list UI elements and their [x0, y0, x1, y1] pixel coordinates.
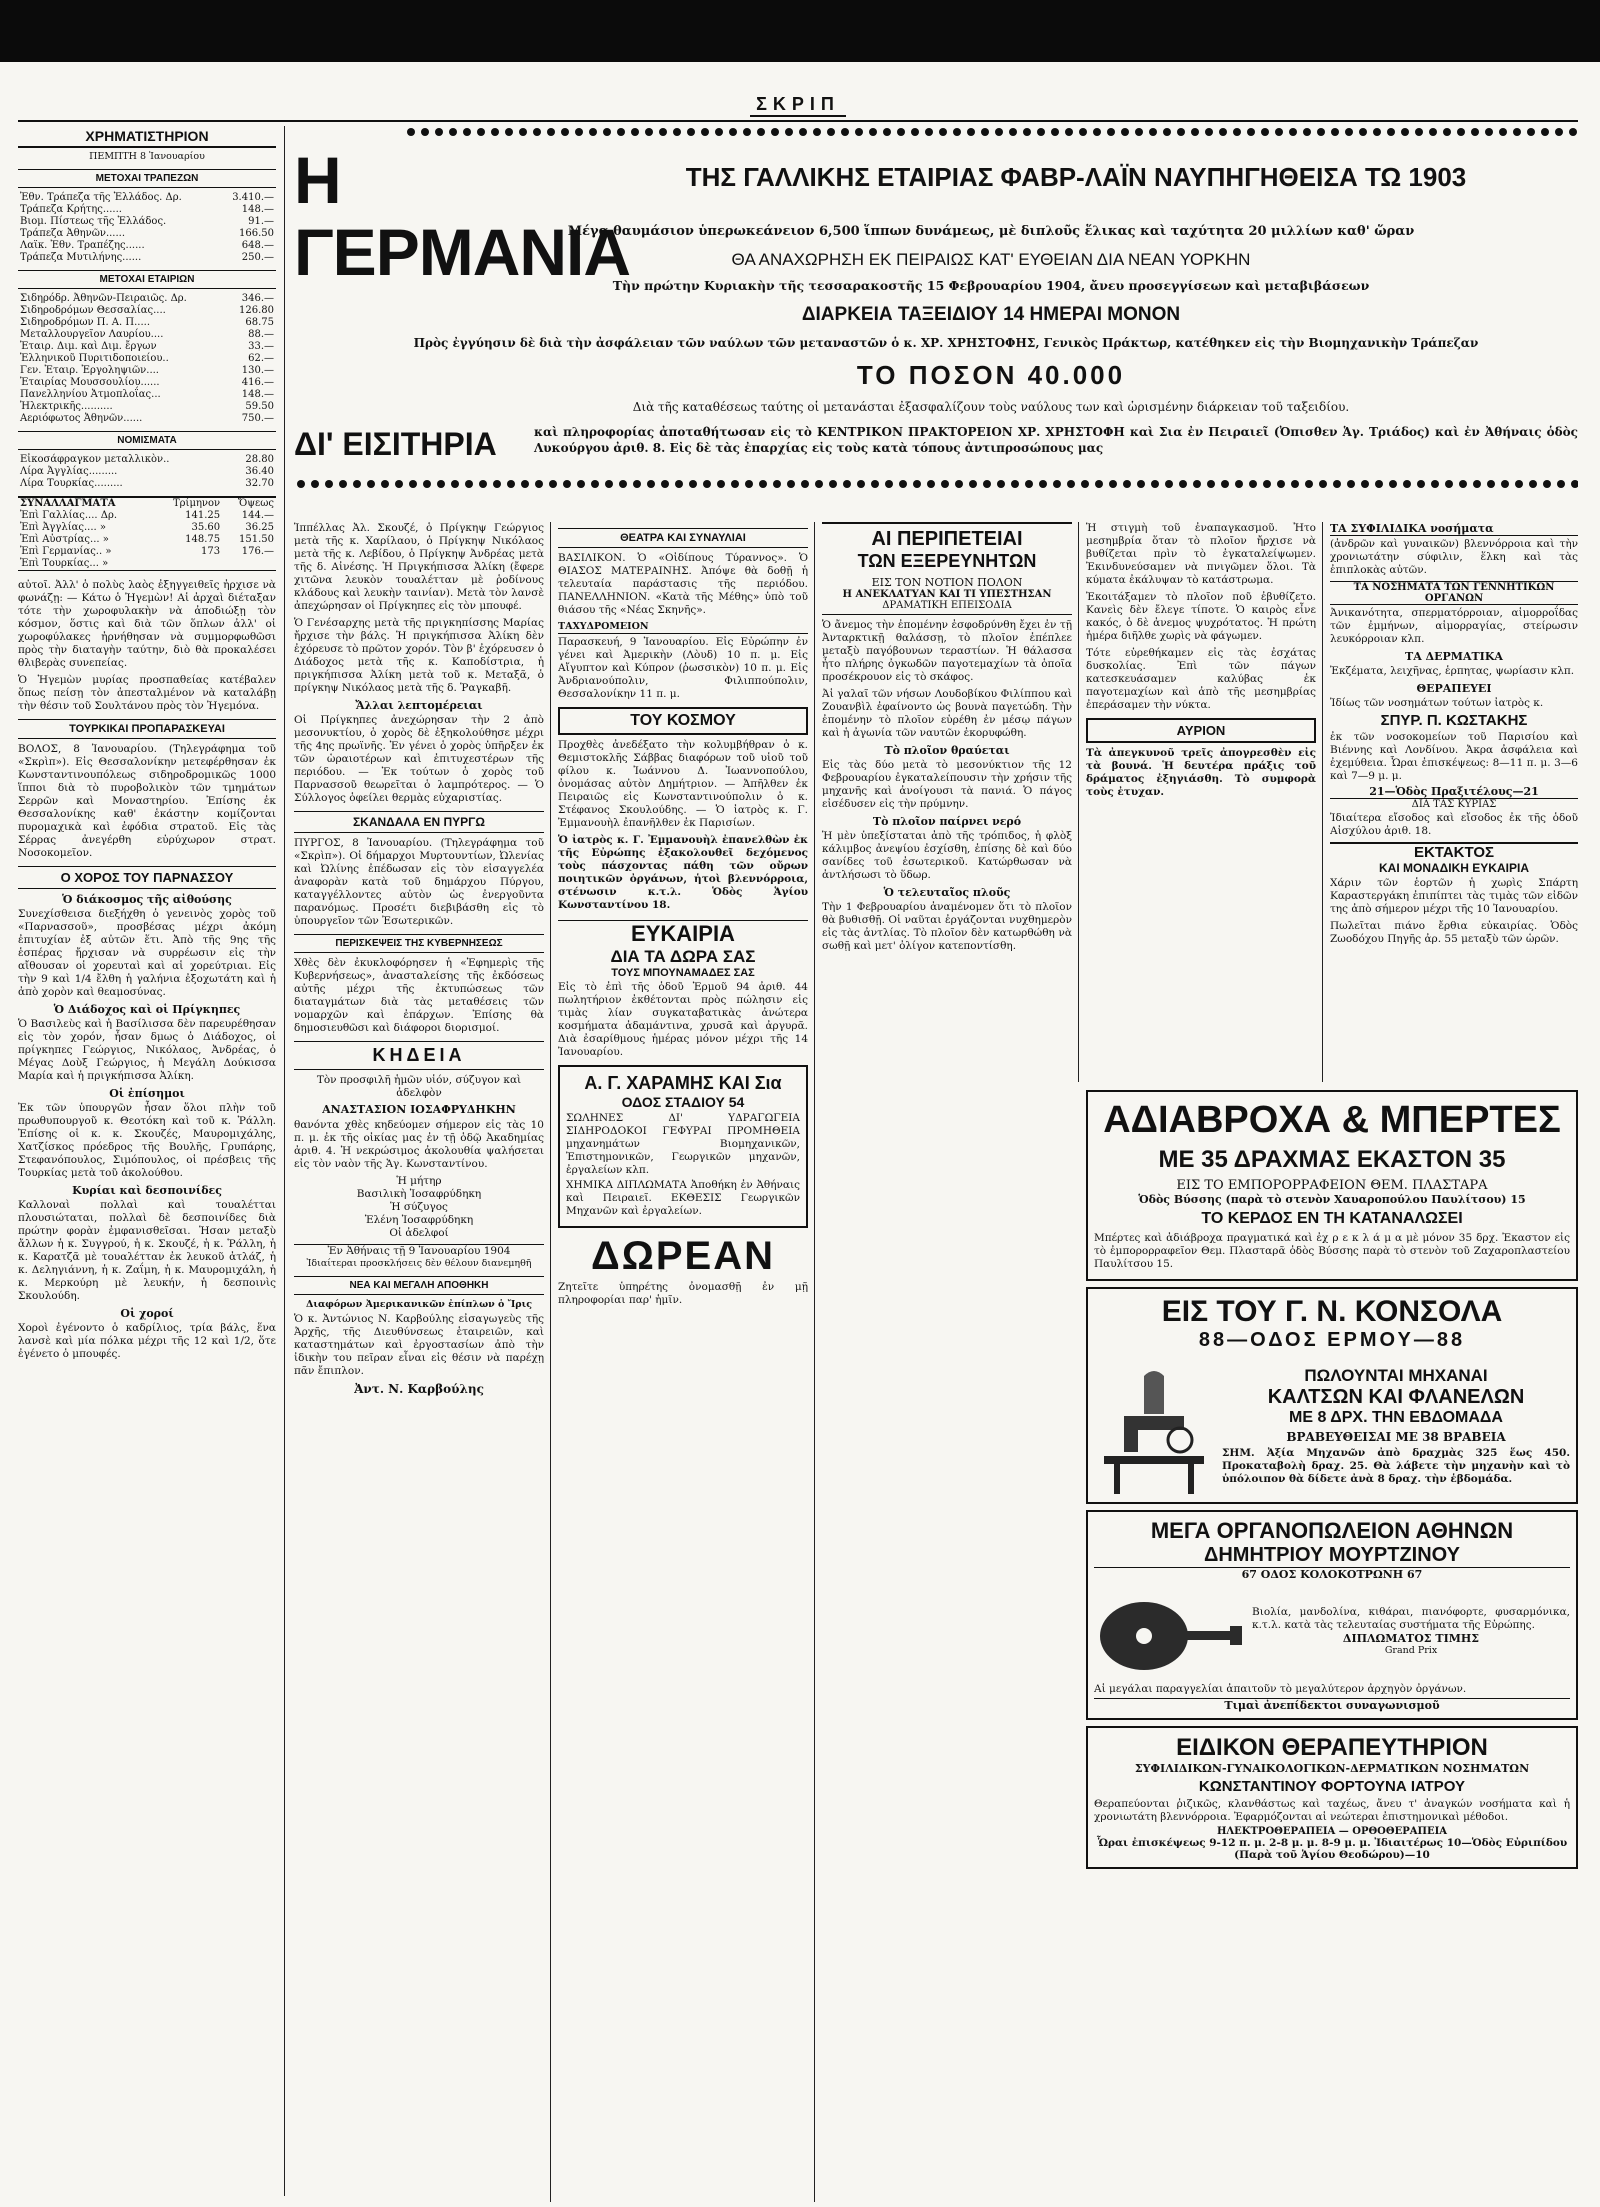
- fx-header-quarter: Τρίμηνον: [172, 498, 221, 509]
- funeral-sign-4: Ἑλένη Ἰοσαφρύδηκη: [364, 1214, 474, 1226]
- col2-sign-store: Ἀντ. Ν. Καρβούλης: [354, 1382, 484, 1396]
- fx-row-s: [222, 558, 276, 571]
- banner-line2: ΘΑ ΑΝΑΧΩΡΗΣΗ ΕΚ ΠΕΙΡΑΙΩΣ ΚΑΤ' ΕΥΘΕΙΑΝ ΔΙΑ ΝΕΑΝ ΥΟΡΚΗΝ: [731, 250, 1251, 269]
- piano-text: Πωλεῖται πιάνο ἔρθια εὐκαιρίας. Ὁδὸς Ζωοδόχου Πηγῆς ἀρ. 55 μεταξὺ τῶν ὡρῶν.: [1330, 920, 1578, 945]
- company-row-name: Πανελληνίου Ἀτμοπλοΐας...: [20, 389, 161, 400]
- bank-row-value: 648.—: [241, 240, 274, 251]
- company-row-value: 88.—: [248, 329, 274, 340]
- col2-text-government: Χθὲς δὲν ἐκυκλοφόρησεν ἡ «Ἐφημερὶς τῆς Κυβερνήσεως», ἀνασταλείσης τῆς ἐκδόσεως αὐτῆς μέχρι τῆς ἐκτυπώσεως τῶν διαταγμάτων διὰ τὰς μεταθέσεις τῶν νομαρχῶν καὶ ἐπάρχων. Ἐπίσης θὰ δημοσιευθῶσι καὶ διάφοροι διορισμοί.: [294, 957, 544, 1034]
- funeral-signatures: [294, 1175, 544, 1240]
- exchange-date: ΠΕΜΠΤΗ 8 Ἰανουαρίου: [89, 151, 205, 162]
- fx-row-q: 35.60: [191, 522, 221, 533]
- skin-title: ΤΑ ΔΕΡΜΑΤΙΚΑ: [1405, 650, 1503, 663]
- column-2: [294, 522, 544, 2202]
- col5-text3: Τότε εὑρεθήκαμεν εἰς τὰς ἐσχάτας δυσκολίας. Ἐπὶ τῶν πάγων κατεσκευάσαμεν καλύβας ἐκ παγοτεμαχίων καὶ ἀπὸ τῆς μεσημβρίας ἐπεράσαμεν τὴν νύκτα.: [1086, 647, 1316, 711]
- doctor-name: ΣΠΥΡ. Π. ΚΩΣΤΑΚΗΣ: [1380, 712, 1528, 729]
- column-divider: [1078, 522, 1079, 1082]
- charamis-ad: [558, 1065, 808, 1228]
- company-row-value: 416.—: [241, 377, 274, 388]
- organ-ad: [1086, 1510, 1578, 1720]
- genital-title: ΤΑ ΝΟΣΗΜΑΤΑ ΤΩΝ ΓΕΝΝΗΤΙΚΩΝ ΟΡΓΑΝΩΝ: [1330, 581, 1578, 605]
- ladies-text: Ἰδιαίτερα εἴσοδος καὶ εἴσοδος ἐκ τῆς ὁδοῦ Αἰσχύλου ἀριθ. 18.: [1330, 812, 1578, 837]
- company-row-name: Σιδηροδρόμων Π. Α. Π.....: [20, 317, 151, 328]
- col2-sub-details: Ἄλλαι λεπτομέρειαι: [355, 699, 483, 712]
- funeral-text: θανόντα χθὲς κηδεύομεν σήμερον εἰς τὰς 10 π. μ. ἐκ τῆς οἰκίας μας ἐν τῇ ὁδῷ Ἀκαδημίας ἀριθ. 4. Ἡ νεκρώσιμος ἀκολουθία ψαλήσεται εἰς τὸν ναὸν τῆς Ἁγ. Κωνσταντίνου.: [294, 1119, 544, 1170]
- explorers-title: ΑΙ ΠΕΡΙΠΕΤΕΙΑΙ: [822, 522, 1072, 551]
- theatres-text: ΒΑΣΙΛΙΚΟΝ. Ὁ «Οἰδίπους Τύραννος». Ὁ ΘΙΑΣΟΣ ΜΑΤΕΡΑΙΝΗΣ. Ἀπόψε θὰ δοθῇ ἡ τελευταία παράστασις τῆς περιόδου. ΠΑΝΕΛΛΗΝΙΟΝ. «Κατὰ τῆς Μέθης» ὑπὸ τοῦ θιάσου τῆς «Νέας Σκηνῆς».: [558, 552, 808, 616]
- organ-text2: Αἱ μεγάλαι παραγγελίαι ἀπαιτοῦν τὸ μεγαλύτερον ἀρχηγὸν ὀργάνων.: [1094, 1683, 1467, 1695]
- company-row-name: Ἠλεκτρικῆς..........: [20, 401, 113, 412]
- funeral-sign-1: Ἡ μήτηρ: [396, 1175, 442, 1187]
- company-row: [18, 401, 276, 413]
- raincoats-price: ΜΕ 35 ΔΡΑΧΜΑΣ ΕΚΑΣΤΟΝ 35: [1158, 1146, 1506, 1173]
- charamis-title: Α. Γ. ΧΑΡΑΜΗΣ ΚΑΙ Σια: [584, 1073, 782, 1093]
- konsola-items: ΚΑΛΤΣΩΝ ΚΑΙ ΦΛΑΝΕΛΩΝ: [1267, 1386, 1525, 1408]
- column-exchange: [18, 126, 276, 2196]
- funeral-intro: Τὸν προσφιλῆ ἡμῶν υἱόν, σύζυγον καὶ ἀδελφὸν: [316, 1074, 522, 1099]
- opportunity-title: ΕΥΚΑΙΡΙΑ: [558, 920, 808, 947]
- explorers-text1: Ὁ ἄνεμος τὴν ἐπομένην ἐσφοδρύνθη ἔχει ἐν τῇ Ἀνταρκτικῇ θαλάσσῃ, τὸ πλοῖον ἐπέπλεε μεταξὺ παγόβουνων τεραστίων. Ἡ θάλασσα ἦτο πλήρης ὀγκωδῶν παγοτεμαχίων τὰ ὁποῖα προσέκρουον εἰς τὸ σκάφος.: [822, 619, 1072, 683]
- col1-intro: αὐτοῖ. Ἀλλ' ὁ πολὺς λαὸς ἐξηγγειθεῖς ἠρχισε νὰ φωνάζῃ: — Κάτω ὁ Ἠγεμὼν! Αἱ ἀρχαὶ διέταξαν τότε τὴν χωροφυλακὴν νὰ ἀποδιώξῃ τὸν κόσμον, ὅστις καὶ διὰ τῶν ὅπλων ἀλλ' οἱ χωροφύλακες ἠρνήθησαν νὰ συμμορφωθῶσι πρὸς τὴν διαταγὴν ταύτην, διὸ θὰ προκαλέσει θλιβερὰς συνεπείας.: [18, 579, 276, 669]
- company-row-value: 126.80: [239, 305, 274, 316]
- col1-text-princes: Ὁ Βασιλεὺς καὶ ἡ Βασίλισσα δὲν παρευρέθησαν εἰς τὸν χορόν, ἦσαν δμως ὁ Διάδοχος, οἱ πρίγκηπες Γεώργιος, Νικόλαος, Ἀνδρέας, ὁ Μέγας Δοὺξ Γεώργιος, ἡ Μεγάλη Δούκισσα Μαρία καὶ ἡ πριγκήπισσα Ἀλίκη.: [18, 1018, 276, 1082]
- konsola-sell: ΠΩΛΟΥΝΤΑΙ ΜΗΧΑΝΑΙ: [1304, 1366, 1488, 1385]
- column-6: [1330, 522, 1578, 1082]
- organ-award: ΔΙΠΛΩΜΑΤΟΣ ΤΙΜΗΣ: [1342, 1631, 1480, 1645]
- fx-row-s: 144.—: [241, 510, 274, 521]
- ornament-border: [404, 126, 1578, 138]
- extraordinary-text: Χάριν τῶν ἑορτῶν ἡ χωρὶς Σπάρτη Καραστεργάκη ἐπιπίπτει τὰς τιμὰς τῶν εἰδῶν της ἀπὸ σήμερον μέχρι τῆς 10 Ἰανουαρίου.: [1330, 877, 1578, 915]
- fx-header-name: ΣΥΝΑΛΛΑΓΜΑΤΑ: [20, 498, 116, 509]
- companies-table: [18, 293, 276, 425]
- konsola-terms: ΜΕ 8 ΔΡΧ. ΤΗΝ ΕΒΔΟΜΑΔΑ: [1289, 1409, 1503, 1426]
- heals-title: ΘΕΡΑΠΕΥΕΙ: [1416, 682, 1492, 695]
- col1-text-officials: Ἐκ τῶν ὑπουργῶν ἦσαν ὅλοι πλὴν τοῦ πρωθυπουργοῦ κ. Θεοτόκη καὶ τοῦ κ. Ῥάλλη. Ἐπίσης οἱ κ. κ. Σκουζές, Μαυρομιχάλης, Χατζίσκος πρόεδρος τῆς Βουλῆς, Γρυπάρης, Στεφανόπουλος, Σιμόπουλος, οἱ πρέσβεις τῆς Τουρκίας μετὰ τοῦ ἀκολούθου.: [18, 1102, 276, 1179]
- masthead: [18, 94, 1578, 117]
- col1-sub-dances: Οἱ χοροί: [120, 1307, 174, 1320]
- company-row-value: 59.50: [245, 401, 274, 412]
- coin-row-name: Λίρα Ἀγγλίας.........: [20, 466, 118, 477]
- banner-title: Η ΓΕΡΜΑΝΙΑ: [294, 143, 631, 289]
- company-row-name: Γεν. Ἐταιρ. Ἐργοληψιῶν....: [20, 365, 159, 376]
- fx-header-sight: Ὄψεως: [237, 498, 274, 509]
- funeral-sign-5: Οἱ ἀδελφοί: [389, 1227, 449, 1239]
- clinic-text: Θεραπεύονται ῥιζικῶς, κλανθάστως καὶ ταχέως, ἄνευ τ' ἀναγκών νοσήματα καὶ ἡ χρονιωτάτη βλεννόρροια. Ἐφαρμόζονται αἱ νεώτεραι ἐπιστημονικαὶ μέθοδοι.: [1094, 1798, 1570, 1823]
- column-4: [822, 522, 1072, 2202]
- col1-head-turkish: ΤΟΥΡΚΙΚΑΙ ΠΡΟΠΑΡΑΣΚΕΥΑΙ: [18, 719, 276, 739]
- column-5: [1086, 522, 1316, 1082]
- extraordinary-title: ΕΚΤΑΚΤΟΣ: [1330, 842, 1578, 861]
- coin-row-value: 32.70: [245, 478, 274, 489]
- bank-row: [18, 240, 276, 252]
- post-title: ΤΑΧΥΔΡΟΜΕΙΟΝ: [558, 621, 808, 634]
- society-title: ΤΟΥ ΚΟΣΜΟΥ: [558, 707, 808, 735]
- charamis-text: ΣΩΛΗΝΕΣ ΔΙ' ΥΔΡΑΓΩΓΕΙΑ ΣΙΔΗΡΟΔΟΚΟΙ ΓΕΦΥΡΑΙ ΠΡΟΜΗΘΕΙΑ μηχανημάτων Βιομηχανικῶν, Ἐπιστημονικῶν, Γεωργικῶν μηχανῶν, ἐργαλείων κλπ.: [566, 1112, 800, 1176]
- fx-row: [18, 522, 276, 534]
- explorers-sub-ship: Τὸ πλοῖον θραύεται: [884, 744, 1010, 757]
- company-row-name: Ἐταιρ. Διμ. καὶ Διμ. ἔργων: [20, 341, 157, 352]
- col5-text1: Ἡ στιγμὴ τοῦ ἐναπαγκασμοῦ. Ἦτο μεσημβρία ὅταν τὸ πλοῖον ἤρχισε νὰ βυθίζεται πρὶν τὸ ἐγκαταλείψωμεν. Ἐκινδυνεύσαμεν νὰ πνιγῶμεν ὅλοι. Τὰ κύματα ἐκάλυψαν τὸ κατάστρωμα.: [1086, 522, 1316, 586]
- konsola-awards: ΒΡΑΒΕΥΘΕΙΣΑΙ ΜΕ 38 ΒΡΑΒΕΙΑ: [1286, 1430, 1506, 1444]
- company-row-name: Μεταλλουργεῖον Λαυρίου....: [20, 329, 164, 340]
- extraordinary-sub: ΚΑΙ ΜΟΝΑΔΙΚΗ ΕΥΚΑΙΡΙΑ: [1379, 861, 1529, 875]
- fx-table: [18, 496, 276, 571]
- bank-row-value: 250.—: [241, 252, 274, 263]
- company-row-value: 33.—: [248, 341, 274, 352]
- raincoats-store: ΕΙΣ ΤΟ ΕΜΠΟΡΟΡΡΑΦΕΙΟΝ ΘΕΜ. ΠΛΑΣΤΑΡΑ: [1176, 1178, 1488, 1193]
- explorers-text2: Ἀἱ γαλαῖ τῶν νήσων Λουδοβίκου Φιλίππου καὶ Ζουανβὶλ ἐφαίνοντο ὡς βουνὰ παγετώδη. Τὴν ἐπομένην τὸ πλοῖον εὑρέθη ἐν μέσῳ πάγων καὶ ἡ ἀγωνία τῶν ναυτῶν ἐκορυφώθη.: [822, 688, 1072, 739]
- fx-row-name: Ἐπὶ Γερμανίας.. »: [20, 546, 112, 557]
- bank-row-value: 148.—: [241, 204, 274, 215]
- company-row-name: Σιδηροδρόμων Θεσσαλίας....: [20, 305, 166, 316]
- charamis-address: ΟΔΟΣ ΣΤΑΔΙΟΥ 54: [621, 1094, 745, 1110]
- bank-row: [18, 204, 276, 216]
- banner-line5: Πρὸς ἐγγύησιν δὲ διὰ τὴν ἀσφάλειαν τῶν ναύλων τῶν μεταναστῶν ὁ κ. ΧΡ. ΧΡΗΣΤΟΦΗΣ, Γενικὸς Πράκτωρ, κατέθηκεν εἰς τὴν Βιομηχανικὴν Τράπεζαν: [413, 336, 1479, 350]
- masthead-rule: [18, 120, 1578, 122]
- bank-row: [18, 216, 276, 228]
- scan-top-border: [0, 0, 1600, 62]
- company-row: [18, 353, 276, 365]
- column-divider: [284, 126, 285, 2196]
- funeral-name: ΑΝΑΣΤΑΣΙΟΝ ΙΟΣΑΦΡΥΔΗΚΗΝ: [322, 1103, 516, 1116]
- explorers-sub2: Η ΑΝΕΚΛΑΤΥΑΝ ΚΑΙ ΤΙ ΥΠΕΣΤΗΣΑΝ: [842, 589, 1052, 600]
- company-row: [18, 305, 276, 317]
- tickets-label: ΔΙ' ΕΙΣΙΤΗΡΙΑ: [294, 426, 497, 462]
- free-text: Ζητεῖτε ὑπηρέτης ὀνομασθῇ ἐν μῇ πληροφορίαι παρ' ἡμῖν.: [558, 1281, 808, 1306]
- explorers-text3: Εἰς τὰς δύο μετὰ τὸ μεσονύκτιον τῆς 12 Φεβρουαρίου ἐγκαταλείπουσιν τὴν χρήσιν τῆς μηχανῆς καὶ ἀνοίγουσι τὰ πανιά. Ὁ πάγος εἰσέδυσεν εἰς τὴν πρύμνην.: [822, 759, 1072, 810]
- coin-row: [18, 454, 276, 466]
- raincoats-address: Ὁδὸς Βύσσης (παρὰ τὸ στενὸν Χαυαροπούλου Παυλίτσου) 15: [1138, 1193, 1526, 1206]
- organ-name: ΔΗΜΗΤΡΙΟΥ ΜΟΥΡΤΖΙΝΟΥ: [1094, 1544, 1570, 1568]
- fx-row-name: Ἐπὶ Γαλλίας.... Δρ.: [20, 510, 118, 521]
- tickets-text: καὶ πληροφορίας ἀποταθήτωσαν εἰς τὸ ΚΕΝΤΡΙΚΟΝ ΠΡΑΚΤΟΡΕΙΟΝ ΧΡ. ΧΡΗΣΤΟΦΗ καὶ Σια ἐν Πειραιεῖ (Ὀπισθεν Ἁγ. Τριάδος) καὶ ἐν Ἀθήναις ὁδὸς Λυκούργου ἀριθ. 8. Εἰς δὲ τὰς ἐπαρχίας εἰς τοὺς κατὰ τόπους ἀντιπροσώπους μας: [534, 425, 1578, 455]
- company-row-value: 68.75: [245, 317, 274, 328]
- explorers-sub-last: Ὁ τελευταῖος πλοῦς: [883, 886, 1011, 899]
- fx-row: [18, 510, 276, 522]
- newspaper-page: [18, 62, 1578, 2202]
- coin-row-name: Λίρα Τουρκίας.........: [20, 478, 123, 489]
- opportunity-sub: ΔΙΑ ΤΑ ΔΩΡΑ ΣΑΣ: [610, 947, 756, 966]
- organ-award2: Grand Prix: [1384, 1644, 1438, 1656]
- clinic-name: ΚΩΝΣΤΑΝΤΙΝΟΥ ΦΟΡΤΟΥΝΑ ΙΑΤΡΟΥ: [1198, 1778, 1466, 1795]
- bank-row: [18, 228, 276, 240]
- bank-row-name: Λαϊκ. Ἐθν. Τραπέζης......: [20, 240, 145, 251]
- konsola-ad: [1086, 1287, 1578, 1504]
- column-divider: [1322, 522, 1323, 1082]
- company-row: [18, 341, 276, 353]
- col1-intro2: Ὁ Ἡγεμὼν μυρίας προσπαθείας κατέβαλεν ὅπως πείσῃ τὸν ἀπεσταλμένον νὰ καταλάβῃ τὴν θέσιν τοῦ Σουλτάνου πρὸς τὸν Ἠγεμόνα.: [18, 674, 276, 712]
- right-ads: [1086, 1090, 1578, 2200]
- explorers-sub-water: Τὸ πλοῖον παίρνει νερό: [872, 815, 1022, 828]
- col5-text2: Ἐκοιτάξαμεν τὸ πλοῖον ποῦ ἐβυθίζετο. Κανεὶς δὲν ἔλεγε τίποτε. Ὁ καιρὸς εἶνε κακός, ὁ δὲ ἀνεμος ψυχρότατος. Ἡ πρώτη ἡμέρα διῆλθε χωρὶς νὰ φάγωμεν.: [1086, 591, 1316, 642]
- fx-row-name: Ἐπὶ Ἀγγλίας.... »: [20, 522, 107, 533]
- organ-address: 67 ΟΔΟΣ ΚΟΛΟΚΟΤΡΩΝΗ 67: [1241, 1568, 1423, 1581]
- bank-row-name: Τράπεζα Μυτιλήνης......: [20, 252, 142, 263]
- raincoats-ad: [1086, 1090, 1578, 1281]
- col1-sub-hall: Ὁ διάκοσμος τῆς αἰθούσης: [62, 893, 232, 906]
- clinic-hours: Ὧραι ἐπισκέψεως 9-12 π. μ. 2-8 μ. μ. 8-9 μ. μ. Ἰδιαιτέρως 10—Ὁδὸς Εὐριπίδου (Παρὰ τοῦ Ἁγίου Θεοδώρου)—10: [1096, 1837, 1568, 1861]
- masthead-title: ΣΚΡΙΠ: [750, 94, 846, 117]
- genital-text: Ἀνικανότητα, σπερματόρροιαν, αἱμορροΐδας τῶν ἐμμήνων, αἱμορραγίας, στείρωσιν λευκόρροιαν κλπ.: [1330, 607, 1578, 645]
- col2-head-government: ΠΕΡΙΣΚΕΨΕΙΣ ΤΗΣ ΚΥΒΕΡΝΗΣΕΩΣ: [294, 934, 544, 953]
- banks-table: [18, 192, 276, 264]
- company-row-value: 130.—: [241, 365, 274, 376]
- banner-amount: ΤΟ ΠΟΣΟΝ 40.000: [856, 360, 1126, 390]
- organ-title: ΜΕΓΑ ΟΡΓΑΝΟΠΩΛΕΙΟΝ ΑΘΗΝΩΝ: [1150, 1518, 1514, 1543]
- banner-line3: Τὴν πρώτην Κυριακὴν τῆς τεσσαρακοστῆς 15 Φεβρουαρίου 1904, ἄνευ προσεγγίσεων καὶ μεταβιβάσεων: [612, 278, 1370, 293]
- col2-sub-store: Διαφόρων Ἀμερικανικῶν ἐπίπλων ὁ Ἴρις: [306, 1299, 532, 1310]
- col2-text2: Ὁ Γενέσαρχης μετὰ τῆς πριγκηπίσσης Μαρίας ἤρχισε τὴν βάλς. Ἡ πριγκήπισσα Ἀλίκη δὲν ἐχόρευσε τὸ πρῶτον χορόν. Τὸν β' ἐχόρευσεν ὁ Διάδοχος μετὰ τῆς κ. Καποδίστρια, ἡ πριγκήπισσα Ἀλίκη μετὰ τοῦ κ. Μεταξᾶ, ὁ πρίγκηψ Νικόλαος μετὰ τῆς δ. Ῥαγκαβῆ.: [294, 617, 544, 694]
- fx-row-s: 151.50: [239, 534, 274, 545]
- col1-text-ladies: Καλλοναὶ πολλαὶ καὶ τουαλέτται πλουσιώταται, πολλαὶ δὲ δεσποινίδες διὰ πρώτην φορὰν ἐμφανισθεῖσαι. Ἡσαν μεταξὺ ἄλλων ἡ κ. Συγγρού, ἡ κ. Σκουζέ, ἡ κ. Ῥάλλη, ἡ κ. Καρατζᾶ μὲ τουαλέτταν ἐκ λευκοῦ ἀτλάζ, ἡ κ. Δεληγιάννη, ἡ κ. Ζαΐμη, ἡ κ. Μαυρομιχάλη, ἡ κ. Μερκούρη μὲ λευκήν, ἡ δεσποινὶς Σκουλούδη.: [18, 1199, 276, 1302]
- col1-text-turkish: ΒΟΛΟΣ, 8 Ἰανουαρίου. (Τηλεγράφημα τοῦ «Σκρὶπ»). Εἰς Θεσσαλονίκην μετεφέρθησαν ἐκ Κωνσταντινουπόλεως σιδηροδρομικῶς 1000 ἵπποι διὰ τὸ πυροβολικὸν τῶν τμημάτων Σερρῶν καὶ Μοναστηρίου. Ἐπίσης ἐκ Θεσσαλονίκης καθ' ἑκάστην κομίζονται πυρομαχικὰ καὶ ἐφόδια στρατοῦ. Εἰς τὰς Σέρρας ἀνεγέρθη εὐρύχωρον στρατ. Νοσοκομεῖον.: [18, 743, 276, 859]
- bank-row-value: 166.50: [239, 228, 274, 239]
- skin-text: Ἐκζέματα, λειχῆνας, ἑρπητας, ψωρίασιν κλπ.: [1330, 665, 1575, 677]
- company-row-name: Αεριόφωτος Ἀθηνῶν......: [20, 413, 143, 424]
- company-row: [18, 413, 276, 425]
- fx-row-q: 148.75: [185, 534, 221, 545]
- coin-row: [18, 466, 276, 478]
- bank-row-value: 91.—: [248, 216, 274, 227]
- company-row-name: Ἑλληνικοῦ Πυριτιδοποιείου..: [20, 353, 169, 364]
- fx-row: [18, 534, 276, 546]
- coins-header: ΝΟΜΙΣΜΑΤΑ: [18, 431, 276, 450]
- col2-head-pyrgos: ΣΚΑΝΔΑΛΑ ΕΝ ΠΥΡΓΩ: [294, 811, 544, 833]
- company-row-name: Σιδηρόδρ. Ἀθηνῶν-Πειραιῶς. Δρ.: [20, 293, 187, 304]
- ornament-border-bottom: [294, 478, 1578, 490]
- column-divider: [814, 522, 815, 2202]
- clinic-title: ΕΙΔΙΚΟΝ ΘΕΡΑΠΕΥΤΗΡΙΟΝ: [1176, 1734, 1488, 1761]
- doctor-address: 21—Ὁδὸς Πραξιτέλους—21: [1369, 785, 1539, 798]
- fx-row-q: [154, 558, 223, 571]
- opportunity-text: Εἰς τὸ ἐπὶ τῆς ὁδοῦ Ἑρμοῦ 94 ἀριθ. 44 πωλητήριον ἐκθέτονται πρὸς πώλησιν εἰς τιμὰς λίαν συγκαταβατικὰς ἀνώτερα κοσμήματα ἀδαμάντινα, χρυσᾶ καὶ ἀργυρᾶ. Διὰ ἐσαρίθμους ἡμέρας μόνον μέχρι τῆς 14 Ἰανουαρίου.: [558, 981, 808, 1058]
- syphilis-text: (ἀνδρῶν καὶ γυναικῶν) βλεννόρροια καὶ τὴν χρονιωτάτην σύφιλιν, ἕλκη καὶ τὰς ἐπιπλοκὰς αὐτῶν.: [1330, 538, 1578, 576]
- coin-row-value: 36.40: [245, 466, 274, 477]
- col1-sub-ladies: Κυρίαι καὶ δεσποινίδες: [72, 1184, 222, 1197]
- banner-subtitle: ΤΗΣ ΓΑΛΛΙΚΗΣ ΕΤΑΙΡΙΑΣ ΦΑΒΡ-ΛΑΪΝ ΝΑΥΠΗΓΗΘΕΙΣΑ ΤΩ 1903: [685, 162, 1467, 192]
- clinic-tag: ΗΛΕΚΤΡΟΘΕΡΑΠΕΙΑ — ΟΡΘΟΘΕΡΑΠΕΙΑ: [1216, 1826, 1448, 1837]
- banner-line1: Μέγα θαυμάσιον ὑπερωκεάνειον 6,500 ἵππων δυνάμεως, μὲ διπλοῦς ἕλικας καὶ ταχύτητα 20 μιλλίων καθ' ὥραν: [567, 224, 1415, 239]
- explorers-text4: Ἡ μὲν ὑπεξίσταται ἀπὸ τῆς τρόπιδος, ἡ φλὸξ κάλιμβος ἀνεψίου ἐσχίσθη, ἐπίσης δὲ καὶ δύο σανίδες τοῦ ἐσωτερικοῦ. Κατώρθωσαν νὰ ἀντλήσωσι τὸ ὕδωρ.: [822, 830, 1072, 881]
- col2-text-details: Οἱ Πρίγκηπες ἀνεχώρησαν τὴν 2 ἀπὸ μεσονυκτίου, ὁ χορὸς δὲ ἐξηκολούθησε μέχρι τῆς 4ης πρωϊνῆς. Ἐν γένει ὁ χορὸς ὑπῆρξεν ἐκ τῶν ὡραιοτέρων καὶ ἐπιτυχεστέρων τῆς περιόδου. — Ἐκ τούτων ὁ χορὸς τοῦ Παρνασσοῦ θεωρεῖται ὁ λαμπρότερος. — Ὁ Σύλλογος ὁφείλει θερμὰς εὐχαριστίας.: [294, 714, 544, 804]
- company-row: [18, 365, 276, 377]
- banks-header: ΜΕΤΟΧΑΙ ΤΡΑΠΕΖΩΝ: [18, 169, 276, 188]
- bank-row: [18, 252, 276, 264]
- mandolin-illustration: [1094, 1581, 1244, 1681]
- doctor-notice: Ὁ ἰατρὸς κ. Γ. Ἐμμανουὴλ ἐπανελθὼν ἐκ τῆς Εὐρώπης ἐξακολουθεῖ δεχόμενος τοὺς πάσχοντας πάθη τῶν οὔρων ποιητικῶν ὀργάνων, ἡτοὶ βλεννόρροια, στένωσιν κ.τ.λ. Ὁδὸς Ἁγίου Κωνσταντίνου 18.: [558, 834, 808, 911]
- fx-row-s: 36.25: [245, 522, 274, 533]
- clinic-ad: [1086, 1726, 1578, 1869]
- explorers-sub: ΕΙΣ ΤΟΝ ΝΟΤΙΟΝ ΠΟΛΟΝ: [871, 576, 1023, 589]
- column-divider: [550, 522, 551, 2202]
- col2-text-store: Ὁ κ. Ἀντώνιος Ν. Καρβούλης εἰσαγωγεὺς τῆς Ἀρχῆς, τῆς Διευθύνσεως ἑταιρειῶν, καὶ καταστημάτων καὶ ἐργοστασίων ἀπὸ τὴν ἰδικὴν του πεῖραν εἶναι εἰς θέσιν νὰ παρέχῃ πᾶν ἔπιπλον.: [294, 1313, 544, 1377]
- tomorrow-text: Τὰ ἀπεγκυνοῦ τρεῖς ἀπογρεσθὲν εἰς τὰ βουνά. Ἡ δευτέρα πράξις τοῦ δράματος ἐξηγιάσθη. Τὸ συμφορὰ τοὺς ἐτυχαν.: [1086, 747, 1316, 798]
- sewing-machine-illustration: [1094, 1356, 1214, 1496]
- fx-row: [18, 546, 276, 558]
- organ-footer: Τιμαὶ ἀνεπίδεκτοι συναγωνισμοῦ: [1094, 1698, 1570, 1712]
- col1-text-dances: Χοροὶ ἐγένοντο ὁ καδρίλιος, τρία βάλς, ἕνα λανσὲ καὶ μία πόλκα μέχρι τῆς 12 καὶ 1/2, ὅτε ἐγένετο ὁ μπουφές.: [18, 1322, 276, 1360]
- fx-row-q: 141.25: [185, 510, 221, 521]
- company-row-name: Ἐταιρίας Μουσσουλίου......: [20, 377, 160, 388]
- banner-line4: ΔΙΑΡΚΕΙΑ ΤΑΞΕΙΔΙΟΥ 14 ΗΜΕΡΑΙ ΜΟΝΟΝ: [801, 304, 1181, 325]
- col1-head-ball: Ο ΧΟΡΟΣ ΤΟΥ ΠΑΡΝΑΣΣΟΥ: [18, 866, 276, 889]
- company-row-value: 346.—: [241, 293, 274, 304]
- heals-text: Ἰδίως τῶν νοσημάτων τούτων ἰατρὸς κ.: [1330, 697, 1544, 709]
- fx-row-q: 173: [201, 546, 221, 557]
- company-row-value: 148.—: [241, 389, 274, 400]
- explorers-sub3: ΔΡΑΜΑΤΙΚΗ ΕΠΕΙΣΟΔΙΑ: [822, 600, 1072, 615]
- raincoats-gain: ΤΟ ΚΕΡΔΟΣ ΕΝ ΤΗ ΚΑΤΑΝΑΛΩΣΕΙ: [1201, 1210, 1463, 1227]
- company-row: [18, 377, 276, 389]
- raincoats-title: ΑΔΙΑΒΡΟΧΑ & ΜΠΕΡΤΕΣ: [1103, 1099, 1561, 1141]
- col1-text-hall: Συνεχίσθεισα διεξήχθη ὁ γενεινὸς χορὸς τοῦ «Παρνασσοῦ», προσβέσας μέχρι ἀκόμη ἐπιτυχίαν ἐξ αὐτῶν ἕτι. Ἀπὸ τῆς 9ης τῆς ἑσπέρας ἤρχισαν νὰ συρρέωσιν εἰς τὴν αἴθουσαν οἱ χορευταὶ καὶ αἱ χορεύτριαι. Εἰς τὴν 9 καὶ 1/4 ἔλθη ἡ γαλήνια ἐξοχωτάτη καὶ ἡ ἀπὸ χορὸν καὶ θεαμοσύνας.: [18, 908, 276, 998]
- company-row: [18, 293, 276, 305]
- free-title: ΔΩΡΕΑΝ: [591, 1234, 775, 1278]
- coins-table: [18, 454, 276, 490]
- bank-row: [18, 192, 276, 204]
- konsola-text: ΣΗΜ. Ἀξία Μηχανῶν ἀπὸ δραχμὰς 325 ἕως 450. Προκαταβολὴ δραχ. 25. Θὰ λάβετε τὴν μηχανὴν καὶ τὸ ὑπόλοιπον θὰ δίδετε ἀνὰ 8 δραχ. τὴν ἑβδομάδα.: [1222, 1447, 1570, 1485]
- col2-text1: Ἱππέλλας Ἀλ. Σκουζέ, ὁ Πρίγκηψ Γεώργιος μετὰ τῆς κ. Χαρίλαου, ὁ Πρίγκηψ Νικόλαος μετὰ τῆς κ. Λεβίδου, ὁ Πρίγκηψ Ἀνδρέας μετὰ τῆς δ. Αἰνέσης. Ἡ Πριγκήπισσα Ἀλίκη (ἔφερε χιτῶνα λευκὸν τουαλέτταν μὲ ῥοδίνους κλάδους καὶ λευκὴν ταινίαν). Μετὰ τὸν λανσὲ ἀπεχώρησαν οἱ Πρίγκηπες εἰς τὸν μπουφέ.: [294, 522, 544, 612]
- banner-line7: Διὰ τῆς καταθέσεως ταύτης οἱ μετανάσται ἐξασφαλίζουν τοὺς ναύλους των καὶ ὡρισμένην διάρκειαν τοῦ ταξειδίου.: [632, 400, 1350, 414]
- funeral-note: Ἰδιαίτεραι προσκλήσεις δὲν θέλουν διανεμηθῆ: [306, 1258, 532, 1269]
- bank-row-name: Τράπεζα Ἀθηνῶν......: [20, 228, 126, 239]
- post-text: Παρασκευή, 9 Ἰανουαρίου. Εἰς Εὐρώπην ἐν γένει καὶ Ἀμερικὴν (Λὸυδ) 10 π. μ. Εἰς Αἴγυπτον καὶ Κύπρον (ῥωσσικὸν) 10 π. μ. Εἰς Ἀνδριανούπολιν, Φιλιππούπολιν, Θεσσαλονίκην 11 π. μ.: [558, 636, 808, 700]
- company-row: [18, 389, 276, 401]
- col2-text-pyrgos: ΠΥΡΓΟΣ, 8 Ἰανουαρίου. (Τηλεγράφημα τοῦ «Σκρὶπ»). Οἱ δήμαρχοι Μυρτουντίων, Ὠλενίας καὶ Ὠλίνης ἐπέδωσαν εἰς τὸν εἰσαγγελέα ἀναφορὰν κατὰ τοῦ δημάρχου Πύργου, καταγγέλλοντες αὐτὸν ὡς ἐνεργοῦντα παρανόμως. Προσέτι διεβιβάσθη εἰς τὸ ὑπουργεῖον τῶν Ἐσωτερικῶν.: [294, 837, 544, 927]
- bank-row-name: Τράπεζα Κρήτης......: [20, 204, 122, 215]
- company-row-value: 62.—: [248, 353, 274, 364]
- clinic-sub: ΣΥΦΙΛΙΔΙΚΩΝ-ΓΥΝΑΙΚΟΛΟΓΙΚΩΝ-ΔΕΡΜΑΤΙΚΩΝ ΝΟΣΗΜΑΤΩΝ: [1134, 1762, 1530, 1775]
- ladies-title: ΔΙΑ ΤΑΣ ΚΥΡΙΑΣ: [1330, 798, 1578, 810]
- bank-row-value: 3.410.—: [232, 192, 274, 203]
- company-row-value: 750.—: [241, 413, 274, 424]
- explorers-text5: Τὴν 1 Φεβρουαρίου ἀναμένομεν ὅτι τὸ πλοῖον θὰ βυθισθῇ. Οἱ ναῦται ἐργάζονται νυχθημερὸν εἰς τὰς ἀντλίας. Τὸ πλοῖον δὲν κατωρθώθη νὰ σωθῇ καὶ μετ' ὀλίγον κατεποντίσθη.: [822, 901, 1072, 952]
- konsola-address: 88—ΟΔΟΣ ΕΡΜΟΥ—88: [1198, 1329, 1466, 1351]
- funeral-title: ΚΗΔΕΙΑ: [294, 1041, 544, 1070]
- company-row: [18, 329, 276, 341]
- coin-row: [18, 478, 276, 490]
- opportunity-sub2: ΤΟΥΣ ΜΠΟΥΝΑΜΑΔΕΣ ΣΑΣ: [611, 967, 755, 979]
- fx-row-s: 176.—: [241, 546, 274, 557]
- bank-row-name: Ἐθν. Τράπεζα τῆς Ἑλλάδος. Δρ.: [20, 192, 182, 203]
- column-3: [558, 522, 808, 2202]
- theatres-title: ΘΕΑΤΡΑ ΚΑΙ ΣΥΝΑΥΛΙΑΙ: [558, 528, 808, 548]
- funeral-sign-3: Ἡ σύζυγος: [390, 1201, 448, 1213]
- fx-row-name: Ἐπὶ Τουρκίας... »: [20, 558, 109, 569]
- fx-row: [18, 558, 276, 571]
- doctor-text: ἐκ τῶν νοσοκομείων τοῦ Παρισίου καὶ Βιέννης καὶ Λονδίνου. Ἀκρα ἀσφάλεια καὶ ἐχεμύθεια. Ὧραι ἐπισκέψεως: 8—11 π. μ. 3—6 καὶ 7—9 μ. μ.: [1330, 731, 1578, 782]
- coin-row-value: 28.80: [245, 454, 274, 465]
- germania-banner: [294, 126, 1578, 516]
- raincoats-text: Μπέρτες καὶ ἀδιάβροχα πραγματικά καὶ ἐχ ρ ε κ λ ά μ α μὲ μόνον 35 δρχ. Ἐκαστον εἰς τὸ ἐμπορορραφεῖον Θεμ. Πλασταρᾶ ὁδὸς Βύσσης παρὰ τὸ στενὸν τοῦ Ζαχαροπλαστείου Παυλίτσου 15.: [1094, 1232, 1570, 1270]
- charamis-text2: ΧΗΜΙΚΑ ΔΙΠΛΩΜΑΤΑ Ἀποθήκη ἐν Ἀθήναις καὶ Πειραιεῖ. ΕΚΘΕΣΙΣ Γεωργικῶν Μηχανῶν καὶ ἐργαλείων.: [566, 1179, 800, 1217]
- funeral-date: Ἐν Ἀθήναις τῇ 9 Ἰανουαρίου 1904: [294, 1244, 544, 1258]
- col1-sub-princes: Ὁ Διάδοχος καὶ οἱ Πρίγκηπες: [53, 1003, 241, 1016]
- coin-row-name: Εἰκοσάφραγκον μεταλλικὸν..: [20, 454, 170, 465]
- exchange-title: ΧΡΗΜΑΤΙΣΤΗΡΙΟΝ: [18, 126, 276, 148]
- bank-row-name: Βιομ. Πίστεως τῆς Ἑλλάδος.: [20, 216, 167, 227]
- syphilis-title: ΤΑ ΣΥΦΙΛΙΔΙΚΑ νοσήματα: [1330, 522, 1578, 536]
- col2-head-store: ΝΕΑ ΚΑΙ ΜΕΓΑΛΗ ΑΠΟΘΗΚΗ: [294, 1276, 544, 1295]
- companies-header: ΜΕΤΟΧΑΙ ΕΤΑΙΡΙΩΝ: [18, 270, 276, 289]
- society-text: Προχθὲς ἀνεδέξατο τὴν κολυμβήθραν ὁ κ. Θεμιστοκλῆς Σάββας διαφόρων τοῦ υἱοῦ τοῦ φίλου κ. Ἰωάννου Δ. Ἰωαννοπούλου, ὀνομάσας αὐτὸν Δημήτριον. — Ἀπῆλθεν ἐκ Πειραιῶς εἰς Κωνσταντινούπολιν ὁ κ. Στέφανος Σκουλούδης. — Ὁ ἰατρὸς κ. Γ. Ἐμμανουὴλ ἐπανῆλθεν ἐκ Παρισίων.: [558, 739, 808, 829]
- konsola-title: ΕΙΣ ΤΟΥ Γ. Ν. ΚΟΝΣΟΛΑ: [1161, 1295, 1503, 1328]
- company-row: [18, 317, 276, 329]
- col1-sub-officials: Οἱ ἐπίσημοι: [109, 1087, 185, 1100]
- organ-text: Βιολία, μανδολίνα, κιθάραι, πιανόφορτε, φυσαρμόνικα, κ.τ.λ. κατὰ τὰς τελευταίας συστήματα τῆς Εὐρώπης.: [1252, 1605, 1570, 1631]
- tomorrow-title: ΑΥΡΙΟΝ: [1086, 718, 1316, 743]
- fx-row-name: Ἐπὶ Αὐστρίας... »: [20, 534, 109, 545]
- explorers-title2: ΤΩΝ ΕΞΕΡΕΥΝΗΤΩΝ: [857, 551, 1037, 571]
- funeral-sign-2: Βασιλικὴ Ἰοσαφρύδηκη: [356, 1188, 482, 1200]
